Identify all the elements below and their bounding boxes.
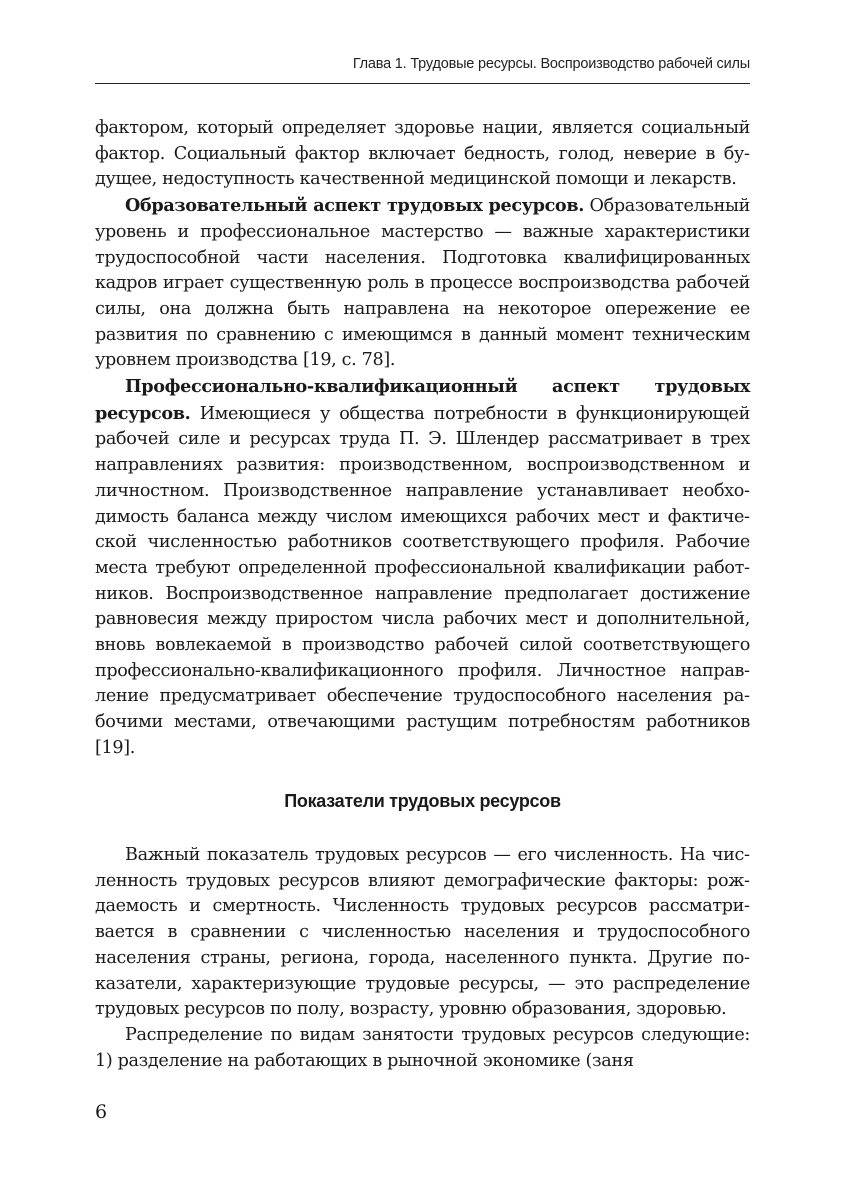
paragraph-health-factor xyxy=(95,116,750,193)
page-number: 6 xyxy=(95,1101,108,1123)
paragraph-employment-distribution: Распределение по видам занятости трудовых ресурсов следующие: 1) разделение на работающих в рыночной экономике (заня xyxy=(95,1024,750,1071)
running-header: Глава 1. Трудовые ресурсы. Воспроизводство рабочей силы xyxy=(352,56,750,72)
paragraph-text: фактором, который определяет здоровье нации, является социальный фактор. Социальный фактор включает бедность, голод, неверие в будущее, недоступность качественной медицинской помощи и лекарств. xyxy=(95,118,750,190)
paragraph-text: Имеющиеся у общества потребности в функционирующей рабочей силе и ресурсах труда П. Э. Шлендер рассматривает в трех направлениях развития: производственном, воспроизводственном и личностном. Производственное направление устанавливает необходимость баланса между числом имеющихся рабочих мест и фактической численностью работников соответствующего профиля. Рабочие места требуют определенной профессиональной квалификации работников. Воспроизводственное направление предполагает достижение равновесия между приростом числа рабочих мест и дополнительной, вновь вовлекаемой в производство рабочей силой соответствующего профессионально-квалификационного профиля. Личностное направление предусматривает обеспечение трудоспособного населения рабочими местами, отвечающими растущим потребностям работников [19]. xyxy=(95,403,750,758)
section-heading: Показатели трудовых ресурсов xyxy=(284,791,561,811)
paragraph-indicators: Важный показатель трудовых ресурсов — его численность. На численность трудовых ресурсов влияют демографические факторы: рождаемость и смертность. Численность трудовых ресурсов рассматривается в сравнении с численностью населения и трудоспособного населения страны, региона, города, населенного пункта. Другие показатели, характеризующие трудовые ресурсы, — это распределение трудовых ресурсов по полу, возрасту, уровню образования, здоровью. xyxy=(95,845,750,1020)
paragraph-lead: Профессионально-квалификационный аспект трудовых ресурсов. xyxy=(95,376,750,424)
paragraph-lead: Образовательный аспект трудовых ресурсов. xyxy=(125,195,584,217)
text-block-bottom xyxy=(95,843,750,1074)
header-rule xyxy=(95,83,750,84)
text-block-top xyxy=(95,116,750,762)
paragraph-qualification-aspect xyxy=(95,374,750,762)
paragraph-educational-aspect xyxy=(95,193,750,374)
paragraph-text: Образовательный уровень и профессиональное мастерство — важные характеристики трудоспособной части населения. Подготовка квалифицированных кадров играет существенную роль в процессе воспроизводства рабочей силы, она должна быть направлена на некоторое опережение ее развития по сравнению с имеющимся в данный момент техническим уровнем производства [19, с. 78]. xyxy=(95,196,750,371)
